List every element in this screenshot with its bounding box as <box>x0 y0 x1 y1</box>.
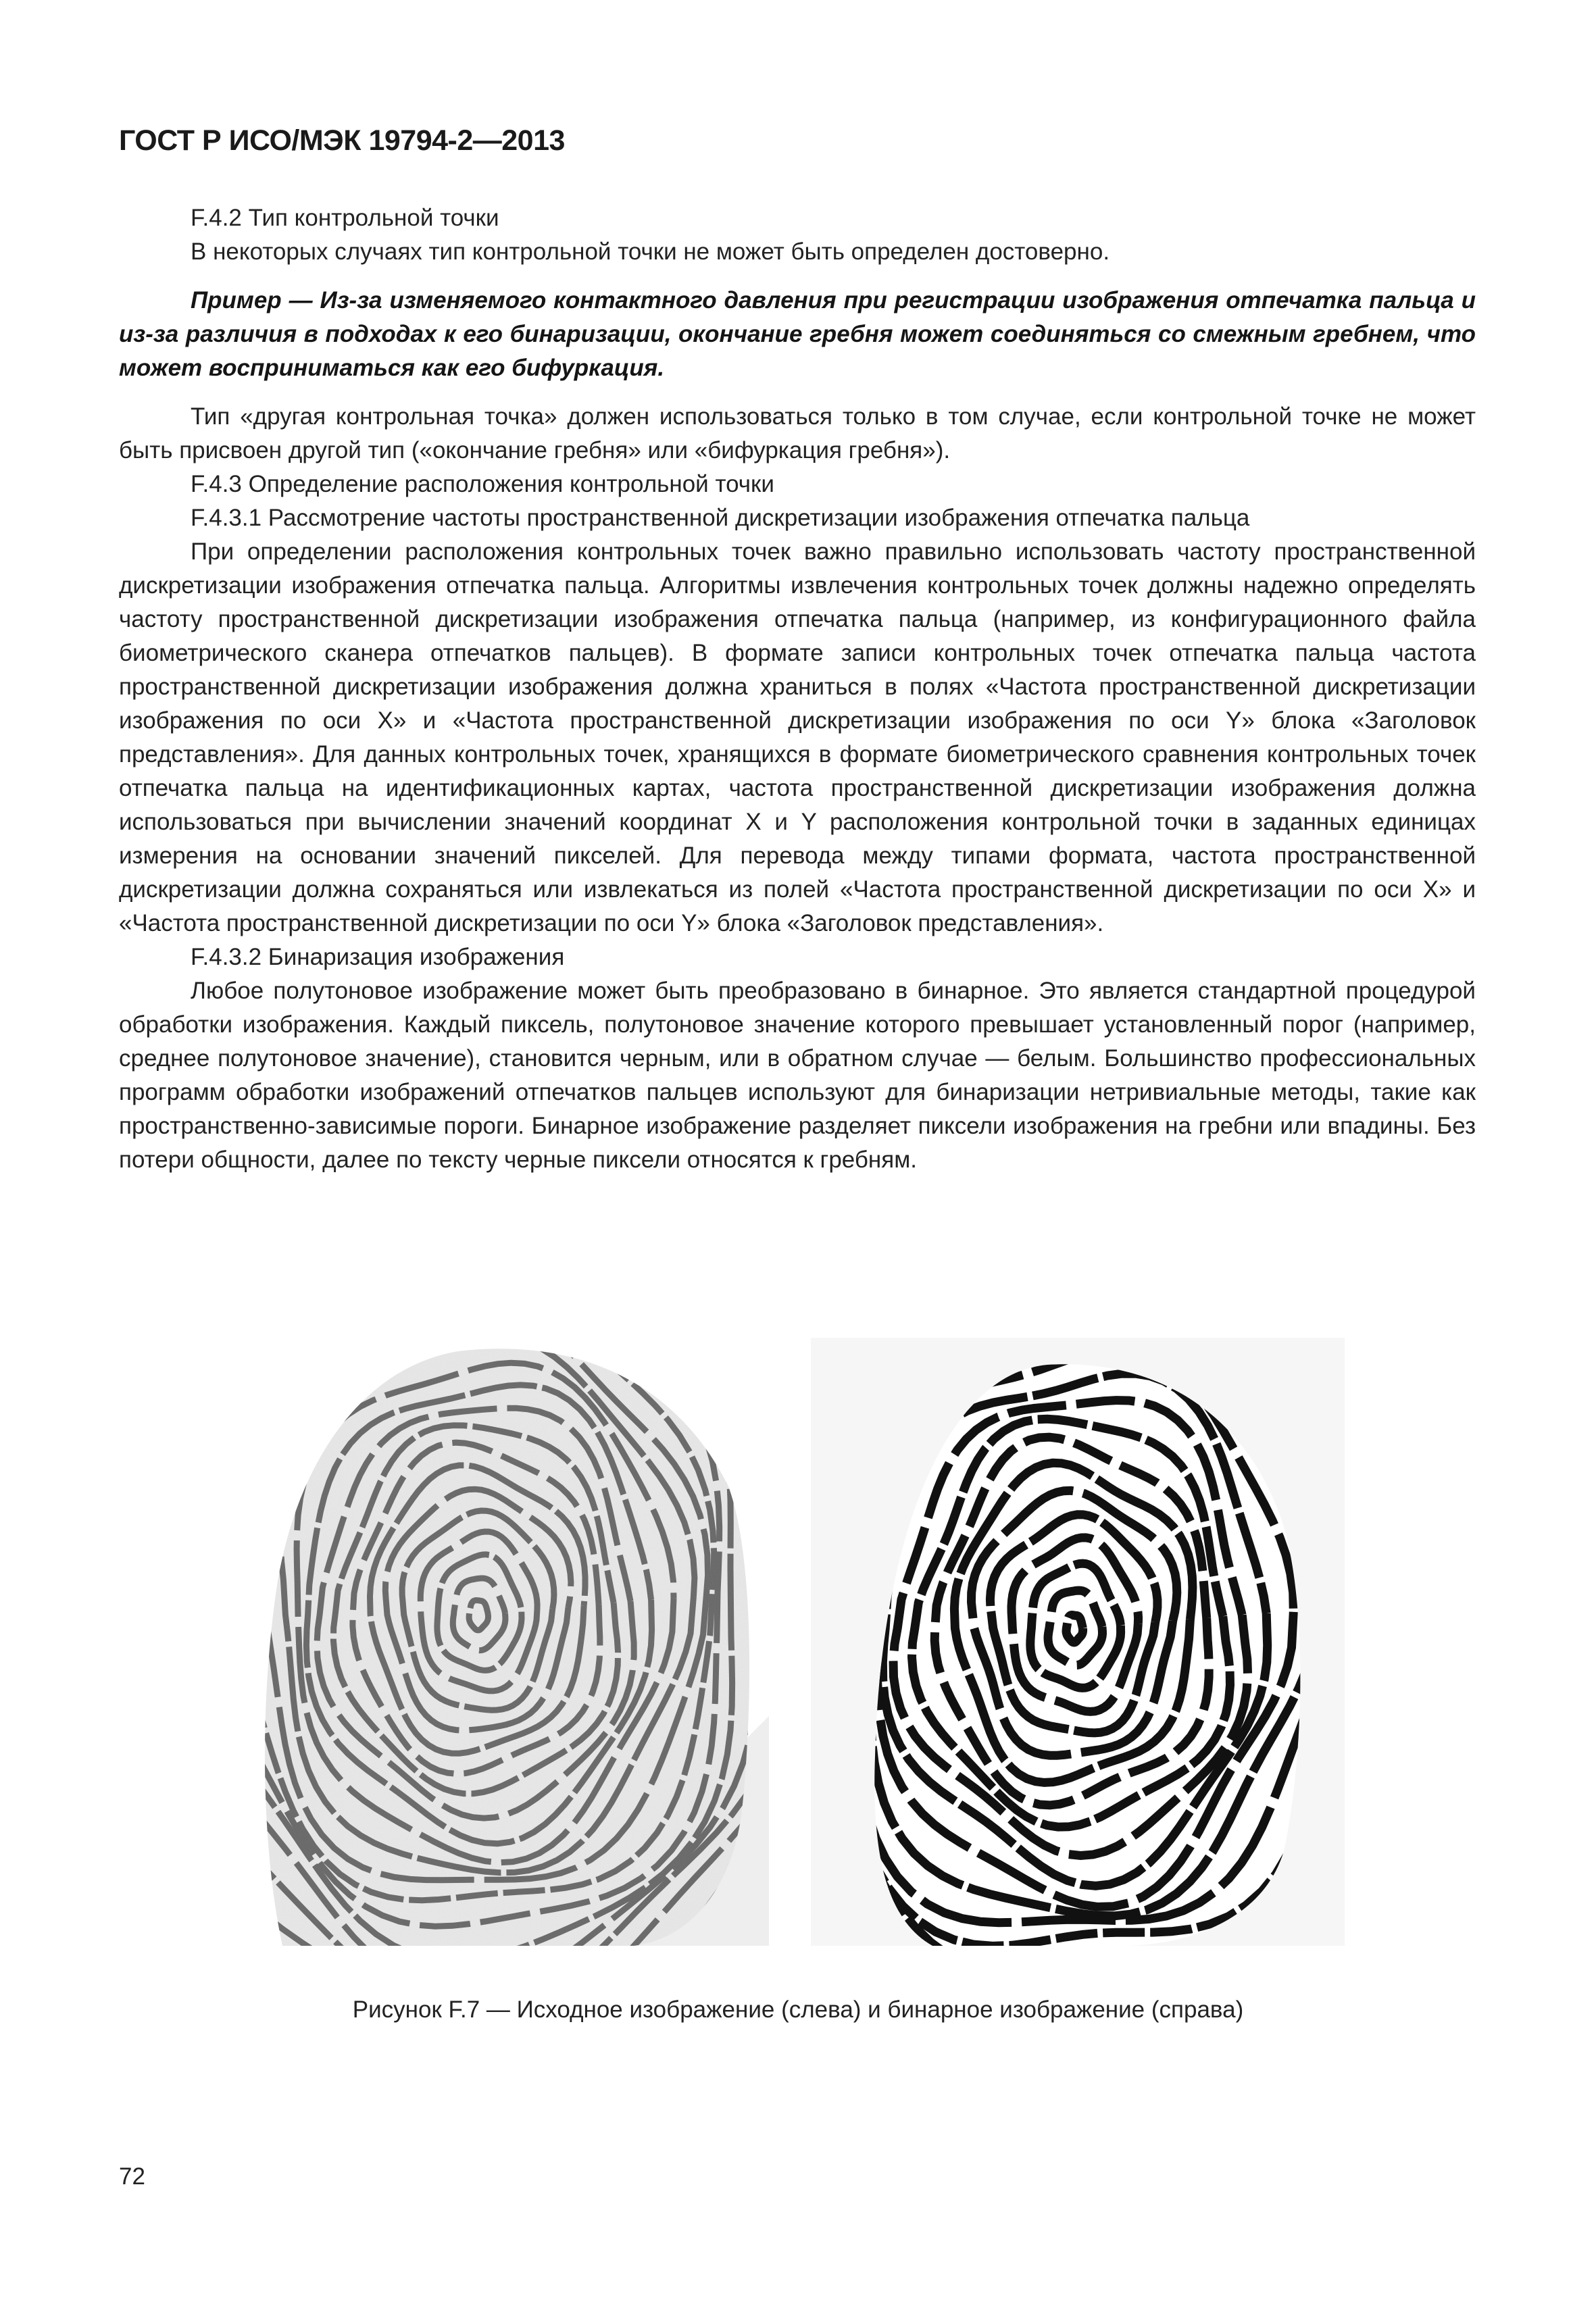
document-header: ГОСТ Р ИСО/МЭК 19794-2—2013 <box>119 124 565 157</box>
section-f42-title: F.4.2 Тип контрольной точки <box>191 205 499 231</box>
section-f432-title: F.4.3.2 Бинаризация изображения <box>191 944 565 970</box>
section-f43-title: F.4.3 Определение расположения контрольной точки <box>191 471 774 497</box>
example-text: Из-за изменяемого контактного давления при регистрации изображения отпечатка пальца и из-за различия в подходах к его бинаризации, окончание гребня может соединяться со смежным гребнем, что может восприниматься как его бифуркация. <box>119 287 1476 381</box>
section-f42-text: В некоторых случаях тип контрольной точки не может быть определен достоверно. <box>191 238 1110 265</box>
fingerprint-binary-image <box>811 1338 1345 1946</box>
other-type-paragraph: Тип «другая контрольная точка» должен использоваться только в том случае, если контрольной точке не может быть присвоен другой тип («окончание гребня» или «бифуркация гребня»). <box>119 403 1476 463</box>
figure-f7 <box>0 1338 1596 1980</box>
example-note <box>119 284 1476 385</box>
example-lead: Пример — <box>191 287 320 313</box>
section-f431-title: F.4.3.1 Рассмотрение частоты пространственной дискретизации изображения отпечатка пальца <box>191 505 1250 531</box>
section-f431-text: При определении расположения контрольных точек важно правильно использовать частоту пространственной дискретизации изображения отпечатка пальца. Алгоритмы извлечения контрольных точек должны надежно определять частоту пространственной дискретизации изображения отпечатка пальца (например, из конфигурационного файла биометрического сканера отпечатков пальцев). В формате записи контрольных точек отпечатка пальца частота пространственной дискретизации изображения должна храниться в полях «Частота пространственной дискретизации изображения по оси X» и «Частота пространственной дискретизации изображения по оси Y» блока «Заголовок представления». Для данных контрольных точек, хранящихся в формате биометрического сравнения контрольных точек отпечатка пальца на идентификационных картах, частота пространственной дискретизации изображения должна использоваться при вычислении значений координат X и Y расположения контрольной точки в заданных единицах измерения на основании значений пикселей. Для перевода между типами формата, частота пространственной дискретизации должна сохраняться или извлекаться из полей «Частота пространственной дискретизации по оси X» и «Частота пространственной дискретизации по оси Y» блока «Заголовок представления». <box>119 538 1476 936</box>
fingerprint-grayscale-image <box>255 1338 769 1946</box>
document-body <box>119 201 1476 1177</box>
page-number: 72 <box>119 2163 145 2190</box>
figure-caption: Рисунок F.7 — Исходное изображение (слева) и бинарное изображение (справа) <box>352 1996 1244 2023</box>
section-f432-text: Любое полутоновое изображение может быть преобразовано в бинарное. Это является стандартной процедурой обработки изображения. Каждый пиксель, полутоновое значение которого превышает установленный порог (например, среднее полутоновое значение), становится черным, или в обратном случае — белым. Большинство профессиональных программ обработки изображений отпечатков пальцев используют для бинаризации нетривиальные методы, такие как пространственно-зависимые пороги. Бинарное изображение разделяет пиксели изображения на гребни или впадины. Без потери общности, далее по тексту черные пиксели относятся к гребням. <box>119 978 1476 1173</box>
